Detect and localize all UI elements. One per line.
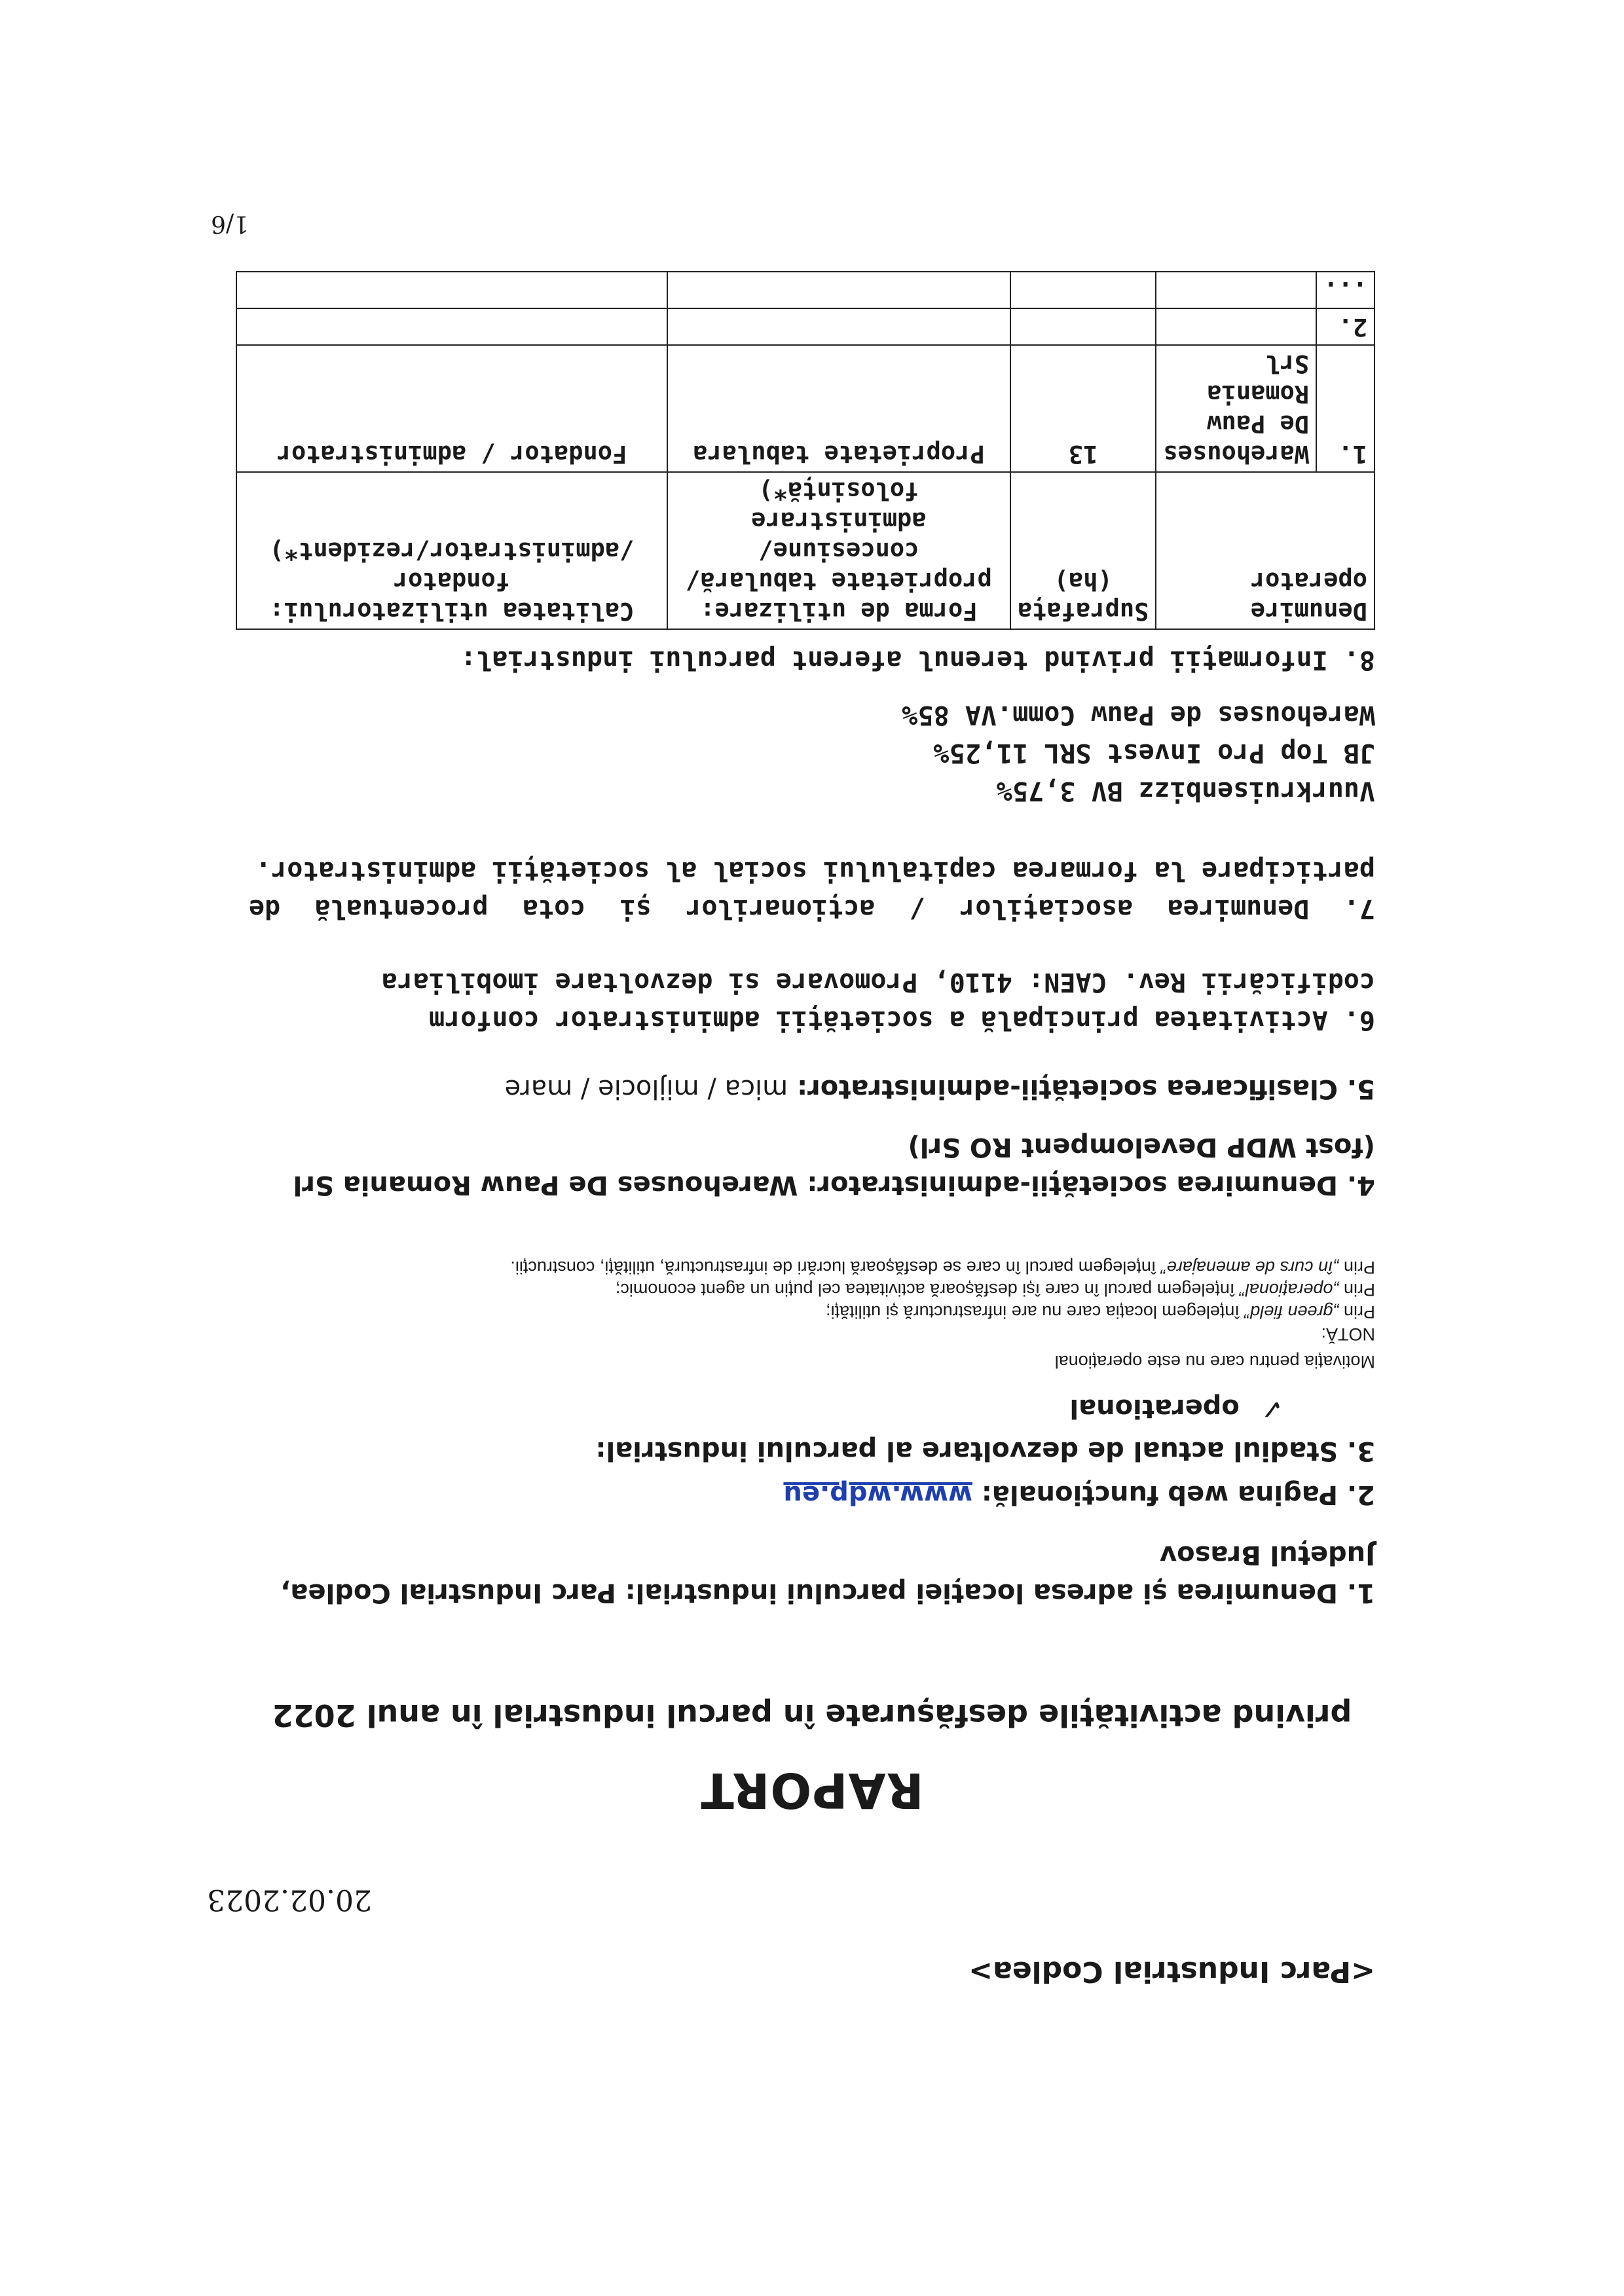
section-stage <box>249 1432 1375 1470</box>
row-usage-form <box>667 308 1010 345</box>
shareholder-item: JB Top Pro Invest SRL 11,25% <box>933 738 1375 768</box>
row-area: 13 <box>1010 345 1156 472</box>
note-title: NOTĂ: <box>1321 1324 1375 1344</box>
note-am-term: „în curs de amenajare” <box>1160 1258 1339 1277</box>
section-administrator-label: 4. Denumirea societății-administrator: <box>807 1170 1375 1200</box>
note-op-text: înțelegem parcul în care își desfășoară activitatea cel puțin un agent economic; <box>615 1280 1240 1300</box>
note-green-field <box>223 1301 1375 1323</box>
note-green-prefix: Prin <box>1338 1302 1375 1322</box>
table-row <box>236 308 1375 345</box>
shareholder-list <box>249 696 1375 810</box>
section-land-info-label: 8. Informații privind terenul aferent parcului industrial: <box>460 645 1375 675</box>
section-shareholders <box>249 852 1375 928</box>
section-caen-label: 6. Activitatea principală a societății administrator conform codificării Rev. CAEN: <box>429 967 1375 1035</box>
note-operational <box>223 1279 1375 1301</box>
organization-header: <Parc Industrial Codlea> <box>969 1955 1375 1988</box>
col-usage-form: Forma de utilizare: proprietate tabulară/ concesiune/ administrare folosință*) <box>667 472 1010 629</box>
row-user-quality <box>236 308 667 345</box>
col-user-quality: Calitatea utilizatorului: fondator /administrator/rezident*) <box>236 472 667 629</box>
row-user-quality: Fondator / administrator <box>236 345 667 472</box>
website-link[interactable]: www.wdp.eu <box>783 1480 972 1510</box>
section-stage-label: 3. Stadiul actual de dezvoltare al parcului industrial: <box>595 1436 1375 1466</box>
section-website <box>249 1476 1375 1514</box>
row-operator: Warehouses De Pauw Romania Srl <box>1156 345 1316 472</box>
note-green-term: „green field” <box>1244 1302 1339 1322</box>
section-classification-value: mica / mijlocie / mare <box>504 1074 788 1104</box>
section-classification-label: 5. Clasificarea societății-administrator: <box>797 1074 1375 1104</box>
note-op-prefix: Prin <box>1338 1280 1375 1300</box>
report-title: RAPORT <box>700 1762 924 1818</box>
row-operator <box>1156 272 1316 308</box>
section-location-label: 1. Denumirea și adresa locației parcului industrial: <box>625 1578 1375 1608</box>
note-op-term: „operațional” <box>1239 1280 1339 1300</box>
row-usage-form <box>667 272 1010 308</box>
section-classification <box>249 1070 1375 1108</box>
note-am-text: înțelegem parcul în care se desfășoară lucrări de infrastructură, utilități, construcții. <box>510 1258 1161 1277</box>
table-header-row <box>236 472 1375 629</box>
shareholder-item: Vuurkruisenbizz BV 3,75% <box>997 776 1375 806</box>
checkmark-icon: ✓ <box>1260 1393 1283 1425</box>
row-operator <box>1156 308 1316 345</box>
shareholder-item: Warehouses de Pauw Comm.VA 85% <box>902 700 1375 730</box>
table-row <box>236 345 1375 472</box>
section-location <box>249 1536 1375 1612</box>
col-operator: Denumire operator <box>1156 472 1375 629</box>
land-info-table <box>236 271 1375 630</box>
section-administrator <box>249 1128 1375 1204</box>
page-number: 1/6 <box>211 210 249 237</box>
section-shareholders-label: 7. Denumirea asociaților / acționarilor și cota procentuală de participare la formarea capitalului social al societății administrator. <box>249 856 1375 924</box>
row-usage-form: Proprietate tabulara <box>667 345 1010 472</box>
section-administrator-value: Warehouses De Pauw Romania Srl (fost WDP Develompent RO Srl) <box>293 1132 1375 1200</box>
section-website-label: 2. Pagina web funcțională: <box>981 1480 1375 1510</box>
row-user-quality <box>236 272 667 308</box>
row-number: ... <box>1316 272 1375 308</box>
motivation-text: Motivația pentru care nu este operațional <box>1054 1352 1375 1372</box>
note-green-text: înțelegem locația care nu are infrastructură și utilități; <box>826 1302 1245 1322</box>
report-date: 20.02.2023 <box>207 1883 372 1916</box>
table-row <box>236 272 1375 308</box>
report-subtitle: privind activitățile desfășurate în parcul industrial în anul 2022 <box>272 1698 1352 1733</box>
section-land-info <box>249 641 1375 679</box>
row-number: 2. <box>1316 308 1375 345</box>
section-caen-value: 4110, Promovare si dezvoltare imobiliara <box>381 967 1013 997</box>
section-caen <box>249 963 1375 1039</box>
row-area <box>1010 272 1156 308</box>
row-number: 1. <box>1316 345 1375 472</box>
note-am-prefix: Prin <box>1338 1258 1375 1277</box>
col-area: Suprafața (ha) <box>1010 472 1156 629</box>
status-value: operational <box>1069 1393 1240 1423</box>
note-in-progress <box>223 1256 1375 1279</box>
status-operational <box>1069 1393 1283 1425</box>
section-location-value: Parc Industrial Codlea, Județul Brasov <box>280 1540 1375 1608</box>
row-area <box>1010 308 1156 345</box>
